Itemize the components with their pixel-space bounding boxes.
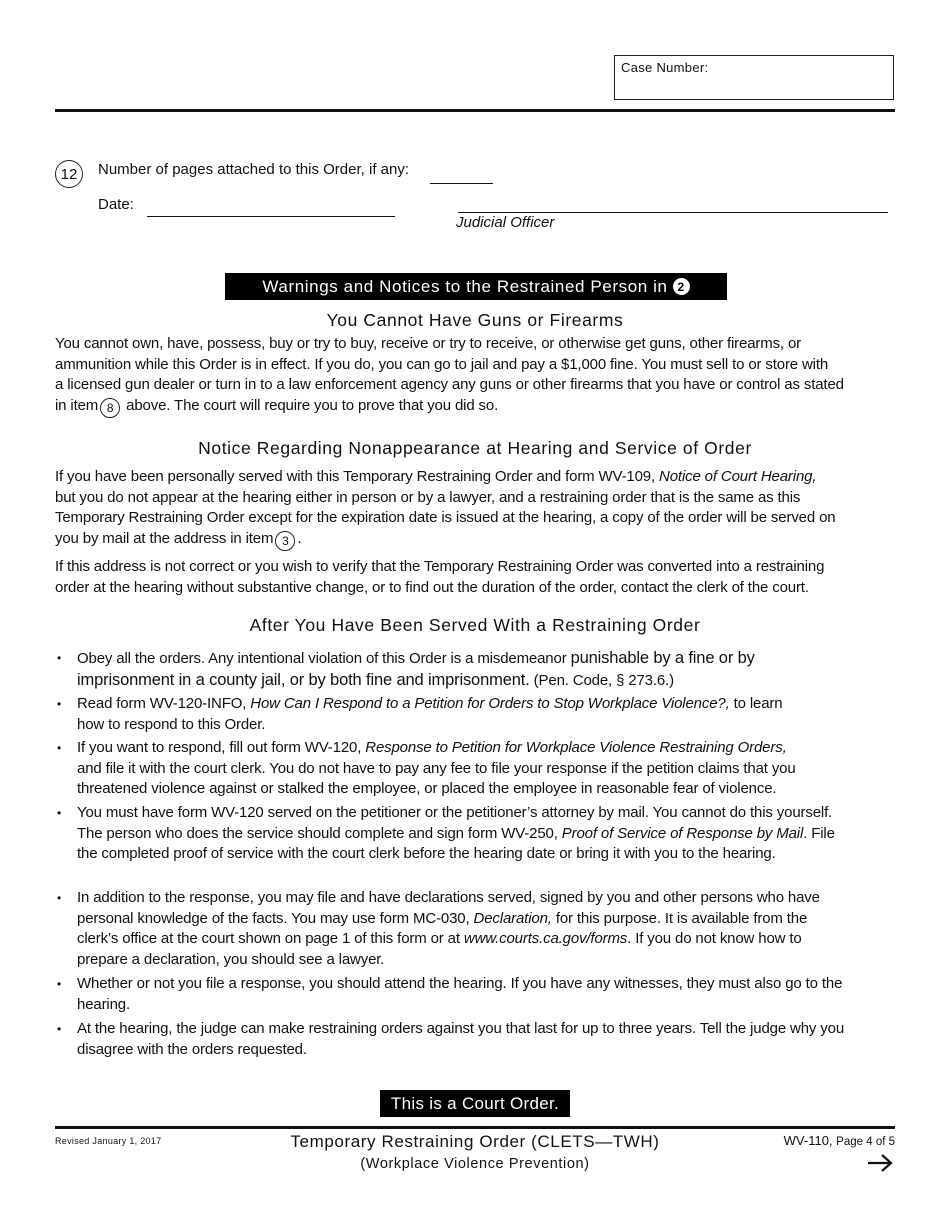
bullet-obey-orders: • Obey all the orders. Any intentional violation of this Order is a misdemeanor punishable by a fine or by imprisonment in a county jail, or by both fine and imprisonment. (Pen. Code, § 273.6.): [55, 648, 897, 691]
item-ref-8: 8: [100, 398, 120, 418]
guns-paragraph: [55, 334, 897, 418]
guns-heading: You Cannot Have Guns or Firearms: [326, 310, 624, 330]
nonappearance-heading: Notice Regarding Nonappearance at Hearing and Service of Order: [198, 438, 752, 458]
item-number-12: 12: [55, 160, 83, 188]
guns-line-1: You cannot own, have, possess, buy or try to buy, receive or try to receive, or otherwise get guns, other firearms, or: [55, 335, 802, 352]
guns-line-3: a licensed gun dealer or turn in to a law enforcement agency any guns or other firearms that you have or control as stated: [55, 376, 844, 394]
revised-date: Revised January 1, 2017: [55, 1136, 162, 1146]
nonappearance-paragraph-1: If you have been personally served with this Temporary Restraining Order and form WV-109, Notice of Court Hearing, but you do not appear at the hearing either in person or by a lawyer, and a restraining order that is the same as this Temporary Restraining Order except for the expiration date is issued at the hearing, a copy of the order will be served on you by mail at the address in item 3 .: [55, 467, 897, 551]
pages-attached-label: Number of pages attached to this Order, if any:: [98, 161, 410, 178]
footer-rule: [55, 1126, 895, 1129]
judicial-officer-label: Judicial Officer: [456, 214, 555, 231]
bullet-respond: • If you want to respond, fill out form WV-120, Response to Petition for Workplace Violence Restraining Orders, and file it with the court clerk. You do not have to pay any fee to file your response if the petition claims that you threatened violence against or stalked the employee, or placed the employee in reasonable fear of violence.: [55, 738, 897, 800]
bullet-declarations: • In addition to the response, you may file and have declarations served, signed by you and other persons who have personal knowledge of the facts. You may use form MC-030, Declaration, for this purpose. It is available from the clerk’s office at the court shown on page 1 of this form or at www.courts.ca.gov/forms. If you do not know how to prepare a declaration, you should see a lawyer.: [55, 888, 897, 971]
court-order-banner: This is a Court Order.: [380, 1090, 570, 1117]
bullet-three-years: • At the hearing, the judge can make restraining orders against you that last for up to three years. Tell the judge why you disagree with the orders requested.: [55, 1019, 897, 1060]
date-label: Date:: [98, 196, 134, 213]
page-indicator: Page 4 of 5: [836, 1136, 895, 1148]
form-title: Temporary Restraining Order (CLETS—TWH): [290, 1132, 660, 1151]
warnings-banner-text: Warnings and Notices to the Restrained Person in: [262, 276, 668, 296]
next-page-arrow-icon[interactable]: [866, 1152, 894, 1174]
pages-attached-field[interactable]: [430, 183, 493, 184]
item-ref-2: 2: [673, 278, 690, 295]
form-subtitle: (Workplace Violence Prevention): [360, 1156, 590, 1172]
item-ref-3: 3: [275, 531, 295, 551]
bullet-read-info: • Read form WV-120-INFO, How Can I Respond to a Petition for Orders to Stop Workplace Violence?, to learn how to respond to this Order.: [55, 694, 897, 735]
guns-line-2: ammunition while this Order is in effect. If you do, you can go to jail and pay a $1,000 fine. You must sell to or store with: [55, 355, 829, 373]
header-rule: [55, 109, 895, 112]
form-number: [700, 1133, 895, 1148]
form-id: WV-110,: [783, 1133, 833, 1148]
date-field[interactable]: [147, 216, 395, 217]
judicial-officer-signature-line[interactable]: [458, 212, 888, 213]
case-number-label: Case Number:: [621, 60, 709, 75]
warnings-banner: [225, 273, 727, 300]
bullet-service: • You must have form WV-120 served on the petitioner or the petitioner’s attorney by mail. You cannot do this yourself. The person who does the service should complete and sign form WV-250, Proof of Service of Response by Mail. File the completed proof of service with the court clerk before the hearing date or bring it with you to the hearing.: [55, 803, 897, 865]
after-served-heading: After You Have Been Served With a Restraining Order: [249, 615, 701, 635]
bullet-attend-hearing: • Whether or not you file a response, you should attend the hearing. If you have any witnesses, they must also go to the hearing.: [55, 974, 897, 1015]
case-number-box[interactable]: [614, 55, 894, 100]
nonappearance-paragraph-2: If this address is not correct or you wish to verify that the Temporary Restraining Order was converted into a restraining order at the hearing without substantive change, or to find out the duration of the order, contact the clerk of the court.: [55, 558, 825, 596]
guns-line-4: in item 8 above. The court will require you to prove that you did so.: [55, 396, 897, 418]
